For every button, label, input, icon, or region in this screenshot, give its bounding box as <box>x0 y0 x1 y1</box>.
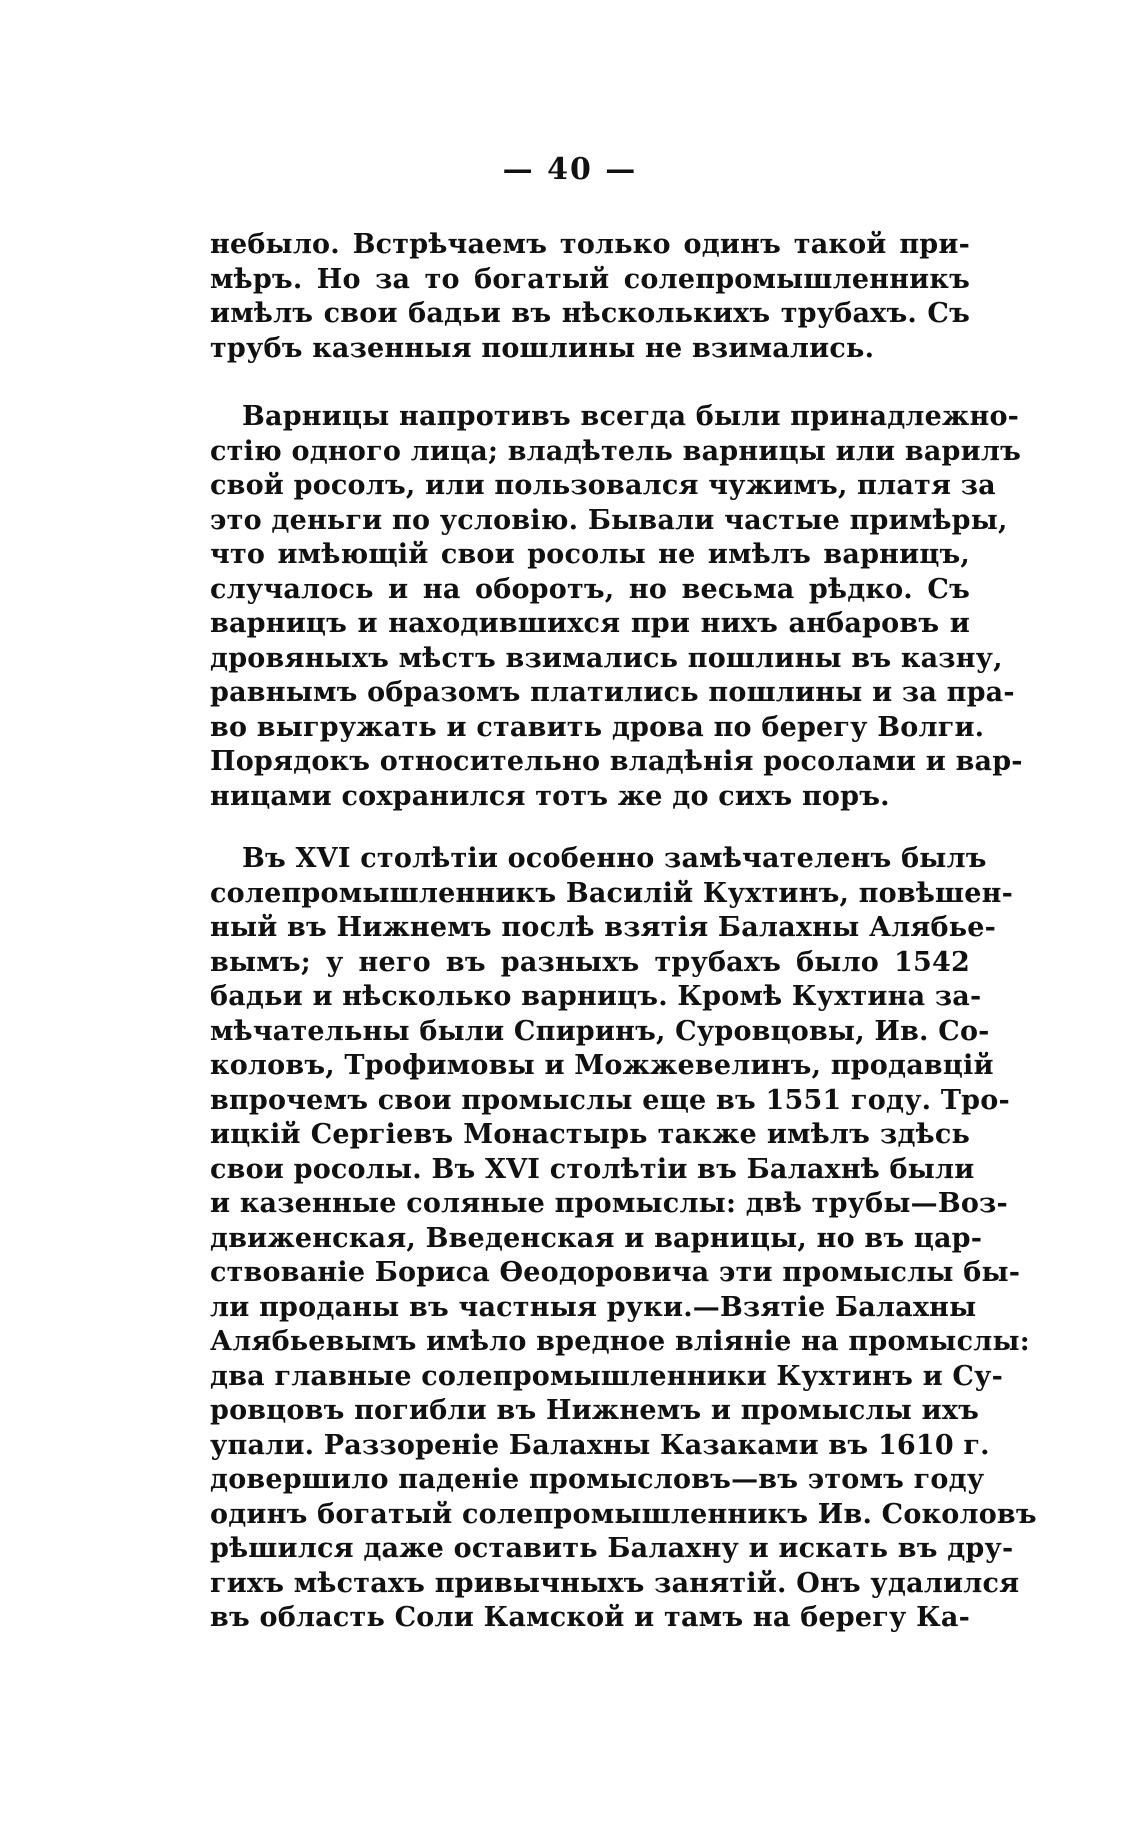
text-line: Варницы напротивъ всегда были принадлежно- <box>242 401 1020 432</box>
paragraph-2 <box>210 400 1023 814</box>
text-line: что имѣющій свои росолы не имѣлъ варницъ, <box>210 539 970 570</box>
text-line: въ область Соли Камской и тамъ на берегу Ка- <box>210 1602 970 1633</box>
text-line: бадьи и нѣсколько варницъ. Кромѣ Кухтина за- <box>210 981 982 1012</box>
text-line: рѣшился даже оставить Балахну и искать въ дру- <box>210 1533 1014 1564</box>
text-line: вымъ; у него въ разныхъ трубахъ было 1542 <box>210 946 970 978</box>
text-line: солепромышленникъ Василій Кухтинъ, повѣшен- <box>210 877 1013 909</box>
text-line: и казенные соляные промыслы: двѣ трубы—Воз- <box>210 1188 1008 1219</box>
text-line: свои росолы. Въ XVI столѣтіи въ Балахнѣ были <box>210 1153 975 1185</box>
text-line: свой росолъ, или пользовался чужимъ, платя за <box>210 470 996 501</box>
text-line: варницъ и находившихся при нихъ анбаровъ и <box>210 608 970 639</box>
text-line: ли проданы въ частныя руки.—Взятіе Балахны <box>210 1291 977 1323</box>
text-line: дровяныхъ мѣстъ взимались пошлины въ казну, <box>210 642 1003 674</box>
text-line: довершило паденіе промысловъ—въ этомъ году <box>210 1464 985 1495</box>
text-line: впрочемъ свои промыслы еще въ 1551 году. Тро- <box>210 1084 1010 1116</box>
text-line: Въ XVI столѣтіи особенно замѣчателенъ былъ <box>242 843 987 874</box>
text-line: имѣлъ свои бадьи въ нѣсколькихъ трубахъ. Съ <box>210 298 970 329</box>
text-line: коловъ, Трофимовы и Можжевелинъ, продавцій <box>210 1050 994 1081</box>
text-line: гихъ мѣстахъ привычныхъ занятій. Онъ удалился <box>210 1567 1020 1599</box>
text-line: упали. Раззореніе Балахны Казаками въ 1610 г. <box>210 1429 990 1461</box>
text-line: мѣръ. Но за то богатый солепромышленникъ <box>210 263 970 295</box>
text-line: одинъ богатый солепромышленникъ Ив. Соколовъ <box>210 1498 1037 1530</box>
text-line: Алябьевымъ имѣло вредное вліяніе на промыслы: <box>210 1326 1030 1357</box>
text-line: небыло. Встрѣчаемъ только одинъ такой при- <box>210 229 970 260</box>
text-line: стію одного лица; владѣтель варницы или варилъ <box>210 435 1021 467</box>
text-line: ный въ Нижнемъ послѣ взятія Балахны Алябье- <box>210 912 997 943</box>
text-line: равнымъ образомъ платились пошлины и за пра- <box>210 677 1015 708</box>
text-line: движенская, Введенская и варницы, но въ цар- <box>210 1222 983 1254</box>
paragraph-1 <box>210 228 970 366</box>
text-line: ицкій Сергіевъ Монастырь также имѣлъ здѣсь <box>210 1119 970 1150</box>
text-line: во выгружать и ставить дрова по берегу Волги. <box>210 711 985 743</box>
paragraph-3 <box>210 842 1037 1636</box>
text-line: мѣчательны были Спиринъ, Суровцовы, Ив. Со- <box>210 1015 990 1047</box>
text-line: это деньги по условію. Бывали частые примѣры, <box>210 504 1008 536</box>
text-line: ровцовъ погибли въ Нижнемъ и промыслы ихъ <box>210 1395 980 1426</box>
text-line: два главные солепромышленники Кухтинъ и Су- <box>210 1360 1004 1392</box>
text-line: Порядокъ относительно владѣнія росолами и вар- <box>210 746 1023 777</box>
text-line: ствованіе Бориса Ѳеодоровича эти промыслы бы- <box>210 1257 1021 1288</box>
page-number: — 40 — <box>502 152 638 187</box>
text-line: случалось и на оборотъ, но весьма рѣдко. Съ <box>210 573 970 605</box>
text-line: ницами сохранился тотъ же до сихъ поръ. <box>210 780 890 812</box>
text-line: трубъ казенныя пошлины не взимались. <box>210 332 875 364</box>
